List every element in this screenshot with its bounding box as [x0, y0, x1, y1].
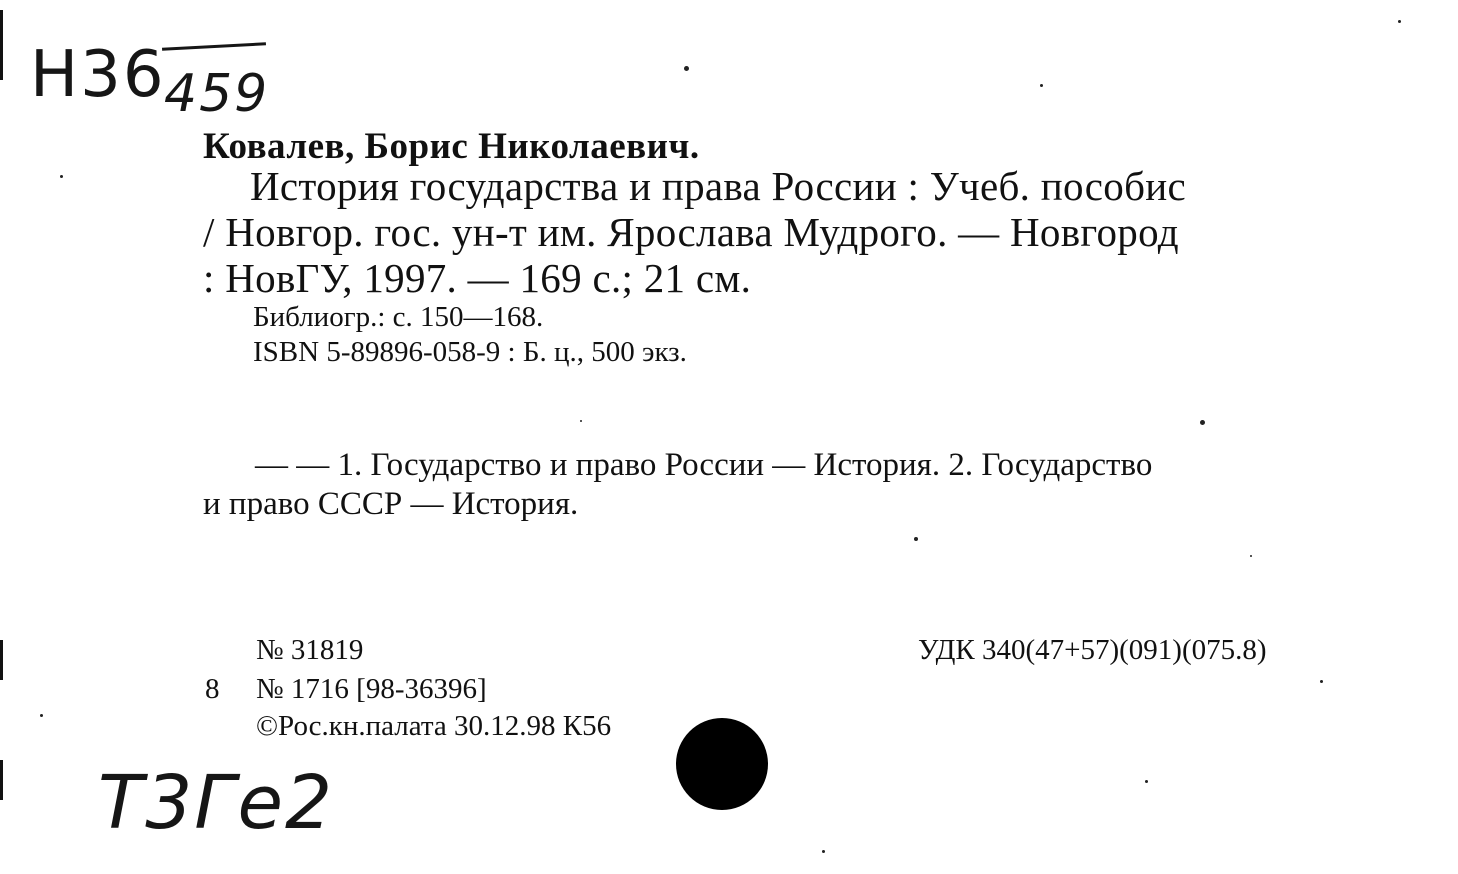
- subject-line-1: — — 1. Государство и право России — История. 2. Государство: [255, 447, 1153, 483]
- record-number: № 31819: [256, 634, 364, 666]
- speckle: [684, 66, 689, 71]
- speckle: [1250, 555, 1252, 557]
- title-line-2: / Новгор. гос. ун-т им. Ярослава Мудрого. — Новгород: [203, 209, 1179, 255]
- speckle: [914, 537, 918, 541]
- speckle: [60, 175, 63, 178]
- bibliography-note: Библиогр.: с. 150—168.: [253, 301, 544, 333]
- handwritten-overline: [162, 42, 266, 50]
- punch-hole: [676, 718, 768, 810]
- book-chamber-stamp: ©Рос.кн.палата 30.12.98 К56: [256, 710, 612, 742]
- author-heading: Ковалев, Борис Николаевич.: [203, 126, 700, 167]
- speckle: [1398, 20, 1401, 23]
- prefix-number: 8: [205, 673, 220, 705]
- left-edge-mark: [0, 640, 3, 680]
- isbn-line: ISBN 5-89896-058-9 : Б. ц., 500 экз.: [253, 336, 687, 368]
- left-edge-mark: [0, 760, 3, 800]
- left-edge-mark: [0, 10, 3, 80]
- speckle: [1145, 780, 1148, 783]
- handwritten-code-bottom: Т3Ге2: [98, 760, 335, 846]
- handwritten-number-top: 459: [164, 64, 270, 124]
- speckle: [822, 850, 825, 853]
- udk-code: УДК 340(47+57)(091)(075.8): [918, 634, 1267, 666]
- record-number-2: № 1716 [98-36396]: [256, 673, 487, 705]
- speckle: [1320, 680, 1323, 683]
- speckle: [1200, 420, 1205, 425]
- speckle: [40, 714, 43, 717]
- title-line-1: История государства и права России : Учеб. пособис: [250, 163, 1186, 209]
- title-line-3: : НовГУ, 1997. — 169 с.; 21 см.: [203, 255, 752, 301]
- handwritten-code-top: Н36: [30, 38, 166, 112]
- speckle: [1040, 84, 1043, 87]
- speckle: [580, 420, 582, 422]
- subject-line-2: и право СССР — История.: [203, 486, 579, 522]
